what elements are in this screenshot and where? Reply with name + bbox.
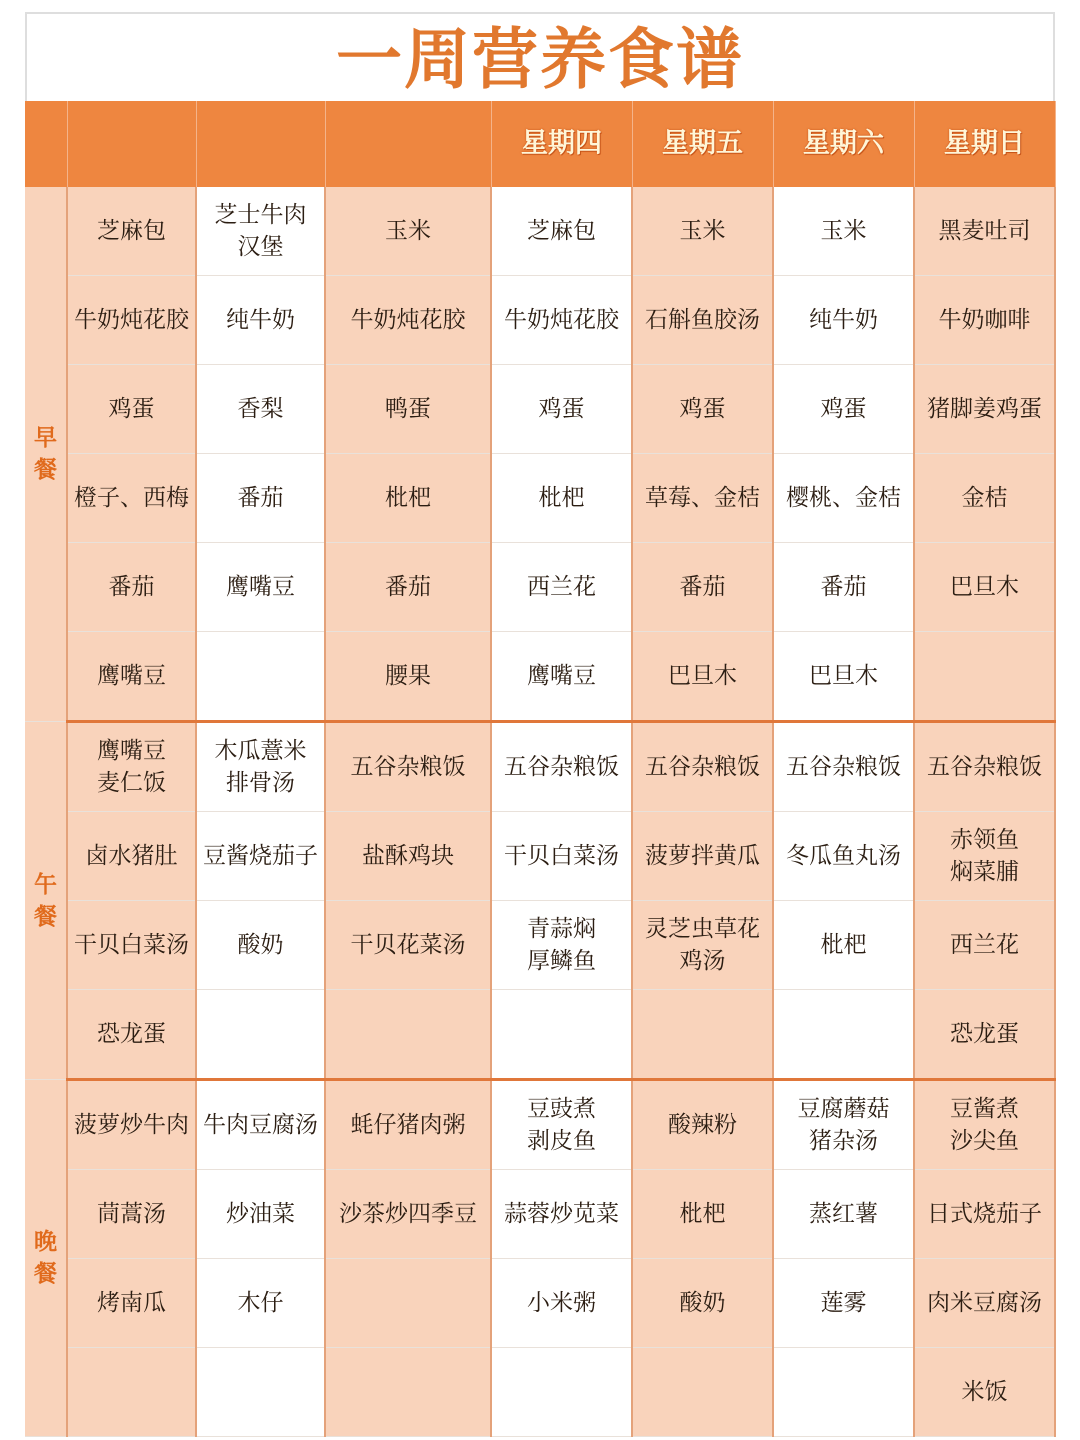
menu-cell: 酸奶 <box>632 1259 773 1348</box>
menu-page <box>25 12 1055 1430</box>
menu-cell: 五谷杂粮饭 <box>491 722 632 812</box>
menu-cell: 鹰嘴豆 <box>491 632 632 722</box>
menu-cell: 肉米豆腐汤 <box>914 1259 1055 1348</box>
menu-cell: 五谷杂粮饭 <box>325 722 491 812</box>
menu-cell <box>325 1259 491 1348</box>
menu-cell: 蒜蓉炒苋菜 <box>491 1170 632 1259</box>
menu-cell: 菠萝拌黄瓜 <box>632 812 773 901</box>
day-header: 星期日 <box>914 101 1055 187</box>
menu-cell <box>773 990 914 1080</box>
meal-row <box>25 990 1055 1080</box>
menu-cell: 芝麻包 <box>67 187 196 276</box>
menu-cell: 鸡蛋 <box>773 365 914 454</box>
meal-label-text: 午餐 <box>34 871 57 930</box>
day-header <box>196 101 325 187</box>
meal-label-text: 早餐 <box>34 425 57 483</box>
menu-cell: 豆腐蘑菇 猪杂汤 <box>773 1080 914 1170</box>
menu-cell <box>196 1348 325 1437</box>
menu-cell <box>632 1348 773 1437</box>
menu-cell: 巴旦木 <box>632 632 773 722</box>
menu-cell: 番茄 <box>67 543 196 632</box>
menu-cell: 石斛鱼胶汤 <box>632 276 773 365</box>
menu-cell <box>196 632 325 722</box>
meal-label <box>25 1080 67 1437</box>
menu-cell <box>632 990 773 1080</box>
menu-cell: 炒油菜 <box>196 1170 325 1259</box>
day-header: 星期四 <box>491 101 632 187</box>
menu-cell: 鹰嘴豆 <box>196 543 325 632</box>
menu-cell: 鹰嘴豆 <box>67 632 196 722</box>
menu-cell: 番茄 <box>325 543 491 632</box>
meal-row <box>25 187 1055 276</box>
meal-row <box>25 901 1055 990</box>
menu-cell: 茼蒿汤 <box>67 1170 196 1259</box>
meal-row <box>25 1080 1055 1170</box>
menu-cell: 番茄 <box>196 454 325 543</box>
menu-cell: 恐龙蛋 <box>914 990 1055 1080</box>
page-title: 一周营养食谱 <box>336 21 744 98</box>
menu-cell: 枇杷 <box>632 1170 773 1259</box>
menu-cell: 西兰花 <box>914 901 1055 990</box>
menu-cell: 豆酱煮 沙尖鱼 <box>914 1080 1055 1170</box>
menu-cell: 灵芝虫草花 鸡汤 <box>632 901 773 990</box>
menu-cell: 盐酥鸡块 <box>325 812 491 901</box>
menu-cell: 莲雾 <box>773 1259 914 1348</box>
menu-cell: 牛奶炖花胶 <box>67 276 196 365</box>
meal-row <box>25 632 1055 722</box>
menu-cell <box>491 1348 632 1437</box>
menu-cell: 卤水猪肚 <box>67 812 196 901</box>
meal-row <box>25 1259 1055 1348</box>
meal-row <box>25 812 1055 901</box>
meal-label-text: 晚餐 <box>34 1229 57 1287</box>
menu-cell: 香梨 <box>196 365 325 454</box>
meal-row <box>25 543 1055 632</box>
menu-cell: 恐龙蛋 <box>67 990 196 1080</box>
menu-cell: 草莓、金桔 <box>632 454 773 543</box>
menu-cell: 烤南瓜 <box>67 1259 196 1348</box>
menu-cell: 玉米 <box>632 187 773 276</box>
menu-cell: 番茄 <box>632 543 773 632</box>
menu-cell: 牛奶炖花胶 <box>491 276 632 365</box>
menu-cell <box>325 1348 491 1437</box>
day-header: 星期五 <box>632 101 773 187</box>
menu-cell: 巴旦木 <box>773 632 914 722</box>
menu-cell: 番茄 <box>773 543 914 632</box>
menu-cell: 金桔 <box>914 454 1055 543</box>
menu-cell <box>491 990 632 1080</box>
menu-cell: 蚝仔猪肉粥 <box>325 1080 491 1170</box>
menu-cell: 五谷杂粮饭 <box>632 722 773 812</box>
menu-cell: 樱桃、金桔 <box>773 454 914 543</box>
header-row <box>25 101 1055 187</box>
menu-cell: 沙茶炒四季豆 <box>325 1170 491 1259</box>
meal-label <box>25 187 67 722</box>
menu-cell: 鹰嘴豆 麦仁饭 <box>67 722 196 812</box>
menu-cell: 鸡蛋 <box>632 365 773 454</box>
menu-cell: 豆酱烧茄子 <box>196 812 325 901</box>
menu-cell <box>325 990 491 1080</box>
menu-cell: 冬瓜鱼丸汤 <box>773 812 914 901</box>
weekly-menu-table <box>25 101 1056 1437</box>
menu-cell: 赤领鱼 焖菜脯 <box>914 812 1055 901</box>
menu-cell: 鸡蛋 <box>491 365 632 454</box>
menu-cell: 菠萝炒牛肉 <box>67 1080 196 1170</box>
menu-cell: 猪脚姜鸡蛋 <box>914 365 1055 454</box>
menu-cell: 玉米 <box>325 187 491 276</box>
menu-cell <box>914 632 1055 722</box>
menu-cell: 牛奶咖啡 <box>914 276 1055 365</box>
menu-cell: 干贝白菜汤 <box>67 901 196 990</box>
menu-cell: 枇杷 <box>325 454 491 543</box>
menu-cell <box>196 990 325 1080</box>
menu-cell: 青蒜焖 厚鳞鱼 <box>491 901 632 990</box>
day-header <box>325 101 491 187</box>
menu-cell: 五谷杂粮饭 <box>914 722 1055 812</box>
menu-cell: 蒸红薯 <box>773 1170 914 1259</box>
menu-cell: 木瓜薏米 排骨汤 <box>196 722 325 812</box>
menu-cell: 玉米 <box>773 187 914 276</box>
menu-cell: 西兰花 <box>491 543 632 632</box>
menu-cell: 干贝花菜汤 <box>325 901 491 990</box>
menu-cell: 牛肉豆腐汤 <box>196 1080 325 1170</box>
meal-row <box>25 365 1055 454</box>
menu-cell: 日式烧茄子 <box>914 1170 1055 1259</box>
meal-row <box>25 276 1055 365</box>
menu-cell: 鸭蛋 <box>325 365 491 454</box>
meal-row <box>25 454 1055 543</box>
menu-cell: 枇杷 <box>491 454 632 543</box>
menu-cell: 米饭 <box>914 1348 1055 1437</box>
meal-row <box>25 1348 1055 1437</box>
menu-cell: 牛奶炖花胶 <box>325 276 491 365</box>
menu-cell: 纯牛奶 <box>196 276 325 365</box>
menu-cell: 酸辣粉 <box>632 1080 773 1170</box>
header-corner <box>25 101 67 187</box>
menu-cell: 芝麻包 <box>491 187 632 276</box>
menu-cell: 纯牛奶 <box>773 276 914 365</box>
menu-cell <box>773 1348 914 1437</box>
menu-cell: 五谷杂粮饭 <box>773 722 914 812</box>
menu-cell: 木仔 <box>196 1259 325 1348</box>
menu-cell: 橙子、西梅 <box>67 454 196 543</box>
menu-cell <box>67 1348 196 1437</box>
menu-cell: 芝士牛肉 汉堡 <box>196 187 325 276</box>
day-header: 星期六 <box>773 101 914 187</box>
menu-cell: 小米粥 <box>491 1259 632 1348</box>
menu-cell: 干贝白菜汤 <box>491 812 632 901</box>
menu-cell: 黑麦吐司 <box>914 187 1055 276</box>
menu-cell: 腰果 <box>325 632 491 722</box>
meal-row <box>25 1170 1055 1259</box>
menu-cell: 酸奶 <box>196 901 325 990</box>
menu-cell: 鸡蛋 <box>67 365 196 454</box>
menu-cell: 豆豉煮 剥皮鱼 <box>491 1080 632 1170</box>
menu-cell: 巴旦木 <box>914 543 1055 632</box>
meal-label <box>25 722 67 1080</box>
meal-row <box>25 722 1055 812</box>
day-header <box>67 101 196 187</box>
menu-cell: 枇杷 <box>773 901 914 990</box>
